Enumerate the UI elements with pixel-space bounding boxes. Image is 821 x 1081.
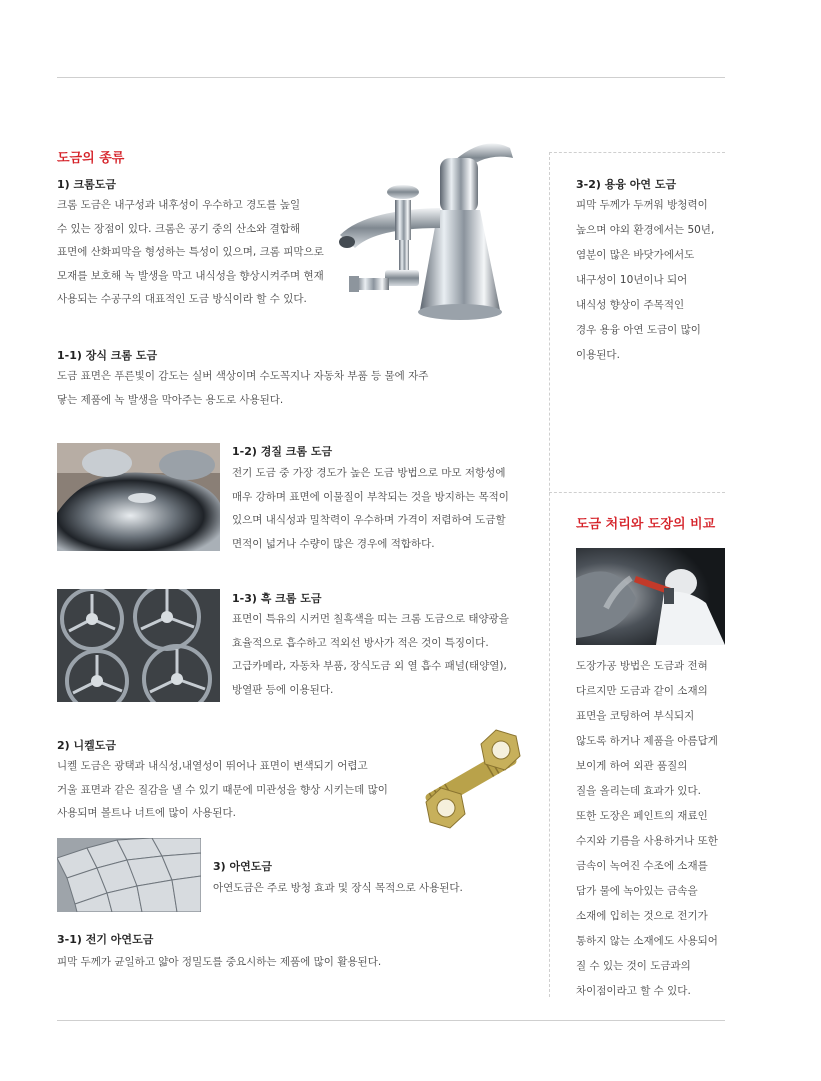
- text-line: 질을 올리는데 효과가 있다.: [576, 785, 701, 797]
- text-line: 염분이 많은 바닷가에서도: [576, 249, 695, 261]
- text-line: 높으며 야외 환경에서는 50년,: [576, 224, 715, 236]
- nickel-body: [57, 755, 417, 826]
- text-line: 다르지만 도금과 같이 소재의: [576, 685, 708, 697]
- chrome-heading: 1) 크롬도금: [57, 178, 117, 191]
- faucet-photo: [335, 130, 530, 325]
- text-line: 내식성 향상이 주목적인: [576, 299, 685, 311]
- text-line: 전기 도금 중 가장 경도가 높은 도금 방법으로 마모 저항성에: [232, 467, 506, 479]
- text-line: 담가 물에 녹아있는 금속을: [576, 885, 698, 897]
- spray-painting-photo: [576, 548, 725, 645]
- text-line: 보이게 하여 외관 품질의: [576, 760, 688, 772]
- electro-zinc-heading: 3-1) 전기 아연도금: [57, 933, 154, 946]
- text-line: 니켈 도금은 광택과 내식성,내열성이 뛰어나 표면이 변색되기 어렵고: [57, 760, 368, 772]
- nickel-bolts-nuts-photo: [413, 728, 531, 834]
- text-line: 효율적으로 흡수하고 적외선 방사가 적은 것이 특징이다.: [232, 636, 489, 649]
- comparison-title: 도금 처리와 도장의 비교: [576, 517, 716, 532]
- text-line: 도장가공 방법은 도금과 전혀: [576, 660, 708, 672]
- nickel-heading: 2) 니켈도금: [57, 739, 117, 752]
- text-line: 않도록 하거나 제품을 아름답게: [576, 735, 718, 747]
- text-line: 면적이 넓거나 수량이 많은 경우에 적합하다.: [232, 537, 435, 550]
- text-line: 매우 강하며 표면에 이물질이 부착되는 것을 방지하는 목적이: [232, 490, 509, 503]
- mid-right-dash: [549, 492, 725, 493]
- hard-heading: 1-2) 경질 크롬 도금: [232, 445, 333, 458]
- zinc-heading: 3) 아연도금: [213, 860, 273, 873]
- bottom-rule: [57, 1020, 725, 1021]
- text-line: 피막 두께가 두꺼워 방청력이: [576, 199, 708, 211]
- black-heading: 1-3) 흑 크롬 도금: [232, 592, 322, 605]
- hot-dip-heading: 3-2) 용융 아연 도금: [576, 178, 677, 191]
- text-line: 내구성이 10년이나 되어: [576, 274, 688, 286]
- top-rule: [57, 77, 725, 78]
- black-chrome-wheels-photo: [57, 589, 220, 702]
- comparison-body: [576, 654, 726, 1004]
- zinc-body: 아연도금은 주로 방청 효과 및 장식 목적으로 사용된다.: [213, 882, 463, 894]
- text-line: 수 있는 장점이 있다. 크롬은 공기 중의 산소와 결합해: [57, 222, 301, 235]
- text-line: 방열판 등에 이용된다.: [232, 683, 334, 696]
- text-line: 모재를 보호해 녹 발생을 막고 내식성을 향상시켜주며 현재: [57, 269, 324, 282]
- text-line: 있으며 내식성과 밀착력이 우수하며 가격이 저렴하여 도금할: [232, 514, 506, 526]
- decorative-body: [57, 365, 497, 412]
- text-line: 통하지 않는 소재에도 사용되어: [576, 935, 718, 947]
- text-line: 수지와 기름을 사용하거나 또한: [576, 835, 718, 847]
- text-line: 질 수 있는 것이 도금과의: [576, 960, 691, 972]
- text-line: 표면을 코팅하여 부식되지: [576, 710, 695, 722]
- text-line: 크롬 도금은 내구성과 내후성이 우수하고 경도를 높일: [57, 199, 301, 211]
- text-line: 차이점이라고 할 수 있다.: [576, 985, 691, 997]
- chrome-body: [57, 194, 347, 312]
- text-line: 거울 표면과 같은 질감을 낼 수 있기 때문에 미관성을 향상 시키는데 많이: [57, 783, 388, 796]
- hard-body: [232, 462, 532, 556]
- top-right-dash: [549, 152, 725, 153]
- section-title: 도금의 종류: [57, 151, 125, 166]
- black-body: [232, 608, 532, 702]
- text-line: 도금 표면은 푸른빛이 감도는 실버 색상이며 수도꼭지나 자동차 부품 등 물에 자주: [57, 370, 429, 382]
- zinc-angle-steel-photo: [57, 838, 201, 912]
- text-line: 사용되며 볼트나 너트에 많이 사용된다.: [57, 807, 236, 819]
- text-line: 사용되는 수공구의 대표적인 도금 방식이라 할 수 있다.: [57, 293, 307, 305]
- electro-zinc-body: 피막 두께가 균일하고 얇아 정밀도를 중요시하는 제품에 많이 활용된다.: [57, 956, 382, 968]
- text-line: 경우 용융 아연 도금이 많이: [576, 324, 701, 336]
- text-line: 금속이 녹여진 수조에 소재를: [576, 860, 708, 872]
- text-line: 고급카메라, 자동차 부품, 장식도금 외 열 흡수 패널(태양열),: [232, 660, 507, 672]
- text-line: 소재에 입히는 것으로 전기가: [576, 910, 708, 922]
- hot-dip-body: [576, 193, 726, 368]
- decorative-heading: 1-1) 장식 크롬 도금: [57, 349, 158, 362]
- text-line: 이용된다.: [576, 349, 620, 361]
- text-line: 닿는 제품에 녹 발생을 막아주는 용도로 사용된다.: [57, 393, 284, 406]
- chrome-car-part-photo: [57, 443, 220, 551]
- column-divider: [549, 152, 550, 997]
- text-line: 표면이 특유의 시커먼 칠흑색을 띠는 크롬 도금으로 태양광을: [232, 613, 509, 625]
- text-line: 또한 도장은 페인트의 재료인: [576, 810, 708, 822]
- text-line: 표면에 산화피막을 형성하는 특성이 있으며, 크롬 피막으로: [57, 246, 324, 258]
